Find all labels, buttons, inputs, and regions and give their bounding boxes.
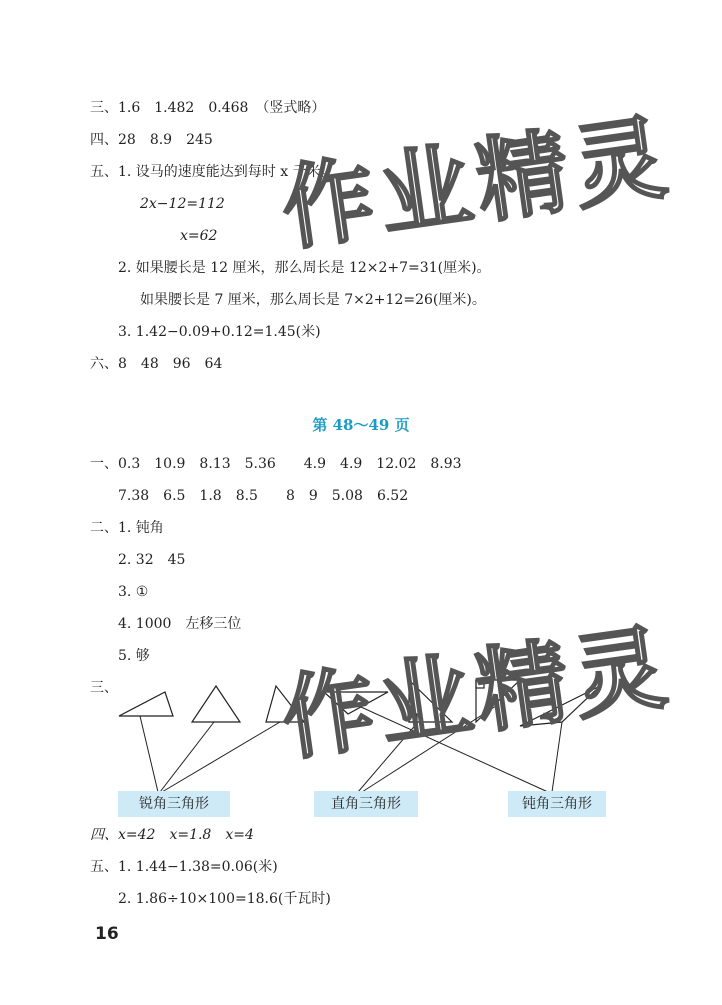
answer-line: 一、0.3 10.9 8.13 5.36 4.9 4.9 12.02 8.93 bbox=[90, 456, 462, 472]
answer-line: 2. 1.86÷10×100=18.6(千瓦时) bbox=[118, 891, 331, 907]
triangle-shape bbox=[324, 692, 388, 714]
answer-line: 五、1. 设马的速度能达到每时 x 千米。 bbox=[90, 164, 335, 180]
watermark-text: 作业精灵 bbox=[275, 613, 679, 774]
equation-line: 2x−12=112 bbox=[140, 196, 225, 212]
answer-line: 四、x=42 x=1.8 x=4 bbox=[90, 827, 254, 843]
watermark-text: 作业精灵 bbox=[275, 103, 679, 264]
answer-line: 四、28 8.9 245 bbox=[90, 132, 213, 148]
answer-line: 二、1. 钝角 bbox=[90, 520, 164, 536]
answer-line: 7.38 6.5 1.8 8.5 8 9 5.08 6.52 bbox=[118, 488, 409, 504]
triangle-shape bbox=[192, 686, 240, 722]
obtuse-triangle-label: 钝角三角形 bbox=[508, 791, 606, 817]
answer-line: 如果腰长是 7 厘米，那么周长是 7×2+12=26(厘米)。 bbox=[140, 292, 486, 308]
triangle-shape bbox=[266, 686, 304, 722]
answer-line: 3. ① bbox=[118, 584, 149, 600]
answer-line: 六、8 48 96 64 bbox=[90, 356, 223, 372]
acute-triangle-label: 锐角三角形 bbox=[118, 791, 230, 817]
answer-line: 三、 bbox=[90, 680, 118, 696]
triangle-shape bbox=[409, 680, 452, 722]
answer-line: 2. 如果腰长是 12 厘米，那么周长是 12×2+7=31(厘米)。 bbox=[118, 260, 491, 276]
answer-line: 2. 32 45 bbox=[118, 552, 186, 568]
page-number: 16 bbox=[95, 924, 119, 944]
triangle-shape bbox=[476, 680, 520, 722]
answer-line: 5. 够 bbox=[118, 648, 150, 664]
answer-line: 3. 1.42−0.09+0.12=1.45(米) bbox=[118, 324, 321, 340]
equation-line: x=62 bbox=[180, 228, 218, 244]
answer-line: 五、1. 1.44−1.38=0.06(米) bbox=[90, 859, 278, 875]
triangle-shape bbox=[520, 686, 600, 726]
answer-line: 4. 1000 左移三位 bbox=[118, 616, 242, 632]
section-title: 第 48～49 页 bbox=[312, 416, 410, 434]
answer-line: 三、1.6 1.482 0.468 （竖式略） bbox=[90, 100, 326, 116]
triangle-shape bbox=[119, 692, 173, 716]
right-triangle-label: 直角三角形 bbox=[314, 791, 418, 817]
